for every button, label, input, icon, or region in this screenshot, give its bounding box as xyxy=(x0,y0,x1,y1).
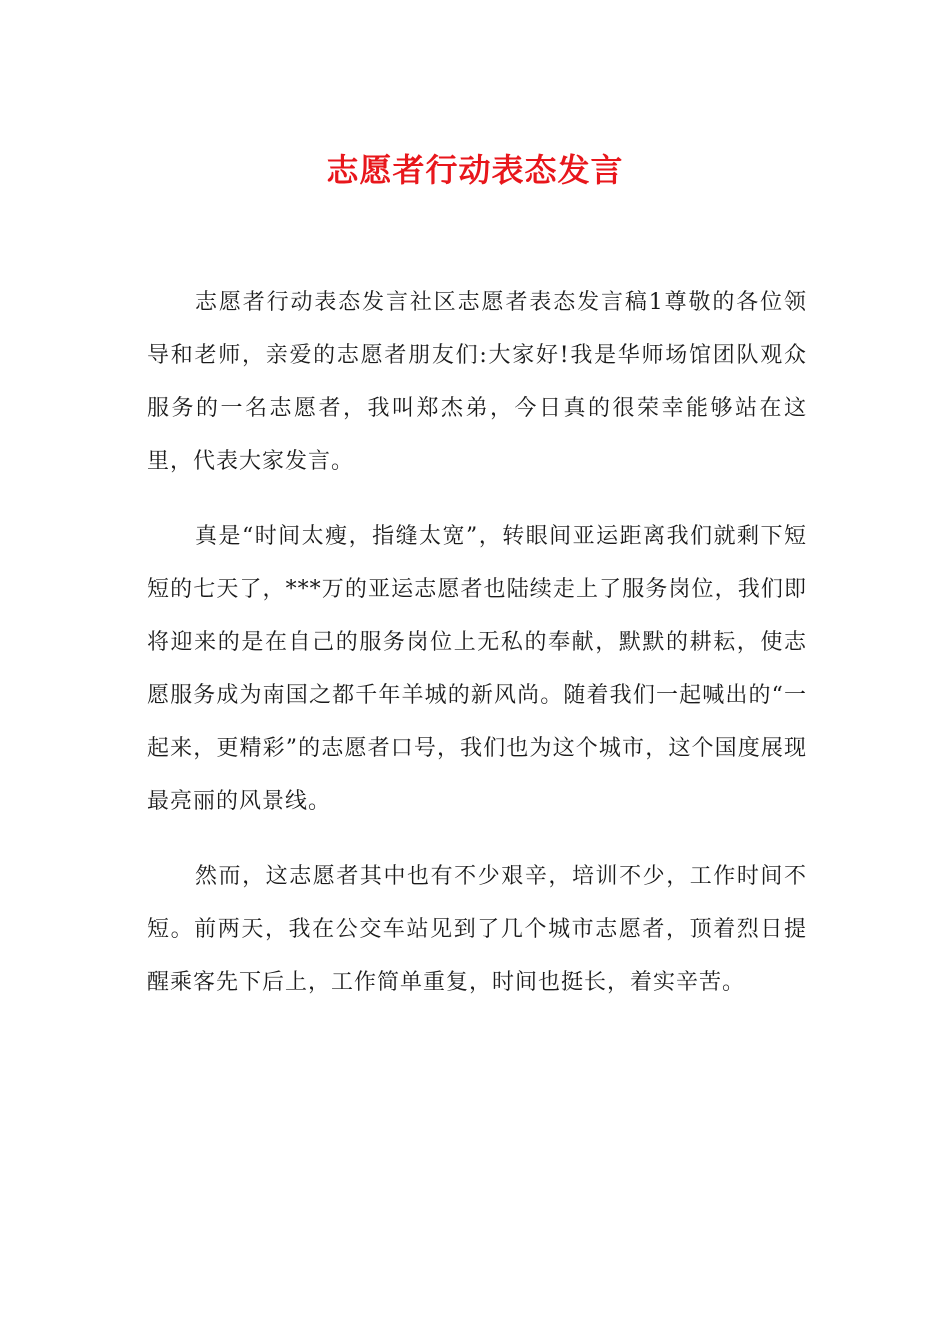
paragraph-3: 然而，这志愿者其中也有不少艰辛，培训不少，工作时间不短。前两天，我在公交车站见到了几个城市志愿者，顶着烈日提醒乘客先下后上，工作简单重复，时间也挺长，着实辛苦。 xyxy=(147,864,807,995)
document-title: 志愿者行动表态发言 xyxy=(326,151,624,189)
document-body xyxy=(147,276,807,1031)
paragraph-2: 真是“时间太瘦，指缝太宽”，转眼间亚运距离我们就剩下短短的七天了，***万的亚运志愿者也陆续走上了服务岗位，我们即将迎来的是在自己的服务岗位上无私的奉献，默默的耕耘，使志愿服务成为南国之都千年羊城的新风尚。随着我们一起喊出的“一起来，更精彩”的志愿者口号，我们也为这个城市，这个国度展现最亮丽的风景线。 xyxy=(147,524,807,814)
paragraph-1: 志愿者行动表态发言社区志愿者表态发言稿1尊敬的各位领导和老师，亲爱的志愿者朋友们:大家好!我是华师场馆团队观众服务的一名志愿者，我叫郑杰弟，今日真的很荣幸能够站在这里，代表大家发言。 xyxy=(147,290,807,474)
